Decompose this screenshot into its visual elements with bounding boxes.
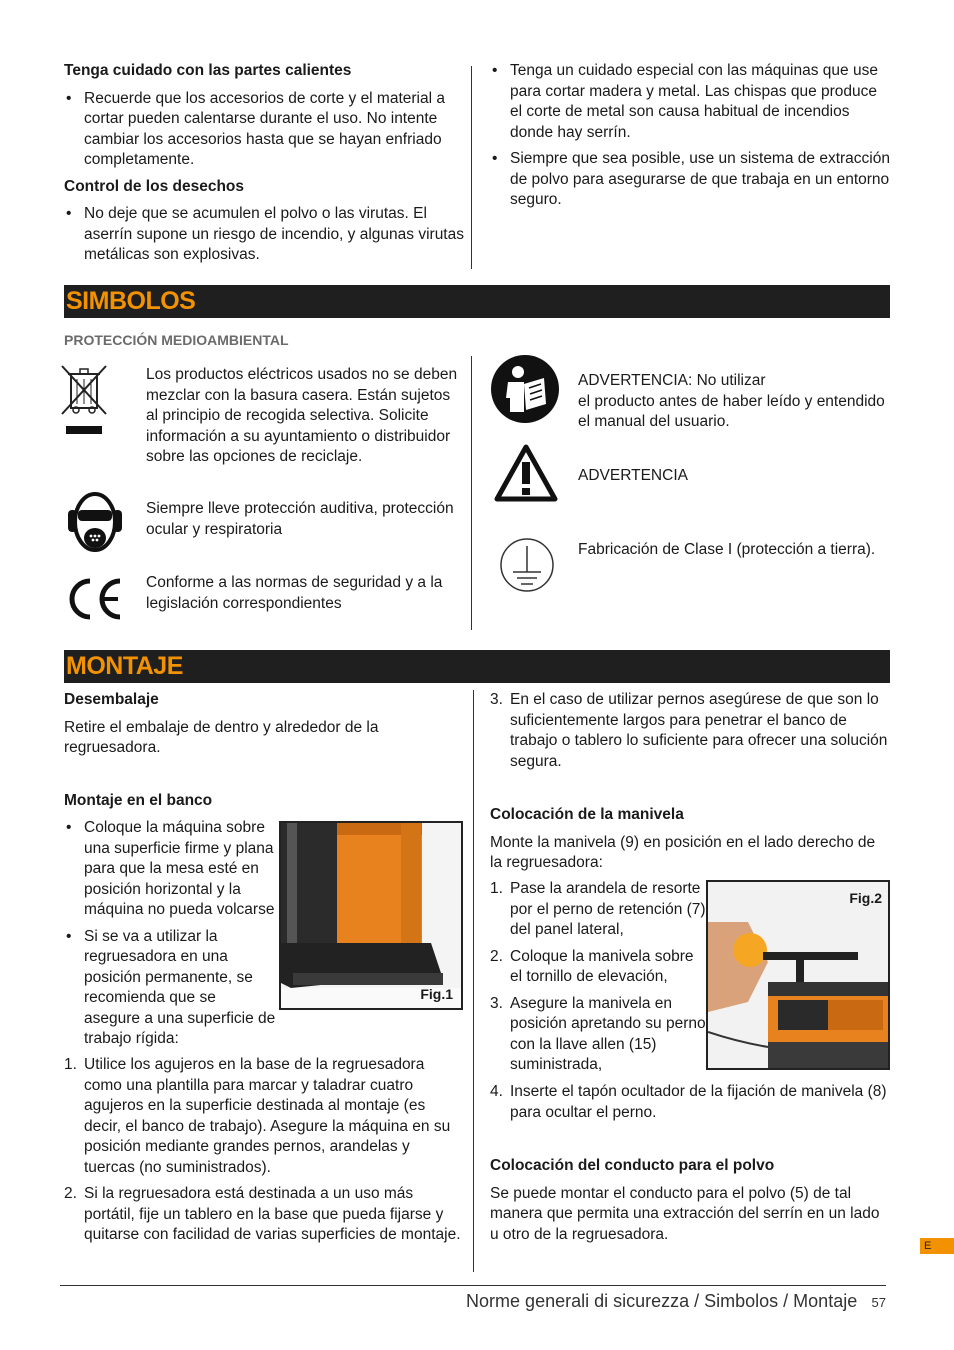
handle-mount-illustration: [708, 882, 888, 1068]
language-tab-label: E: [924, 1240, 932, 1252]
list-item: [490, 994, 706, 1076]
list-item: • Siempre que sea posible, use un sistema de extracción de polvo para asegurarse de que trabaja en un entorno seguro.: [490, 149, 890, 211]
dust-section: [490, 1156, 892, 1245]
footer-rule: [60, 1285, 886, 1286]
list-item: [64, 1184, 464, 1246]
read-manual-icon: [490, 354, 560, 424]
montaje-right-top: [490, 690, 890, 778]
step-number: 2.: [490, 947, 503, 965]
list-item: [490, 690, 890, 772]
subheading-environment: PROTECCIÓN MEDIOAMBIENTAL: [64, 332, 289, 348]
figure-2-label: Fig.2: [849, 890, 882, 906]
heading-handle: Colocación de la manivela: [490, 806, 684, 823]
figure-1-label: Fig.1: [420, 985, 453, 1002]
heading-hot-parts: Tenga cuidado con las partes calientes: [64, 62, 352, 79]
language-tab: [920, 1238, 954, 1254]
heading-dust-duct: Colocación del conducto para el polvo: [490, 1157, 775, 1174]
list-item: [490, 1082, 890, 1123]
list-item: [64, 1055, 464, 1178]
step-number: 3.: [490, 994, 503, 1012]
top-right-column: [490, 61, 890, 217]
hot-parts-list: [64, 89, 464, 171]
manual-warning-text: [578, 371, 890, 433]
earth-ground-icon: [498, 536, 556, 594]
dust-duct-text: Se puede montar el conducto para el polvo (5) de tal manera que permita una extracción del serrín en un lado u otro de la regruesadora.: [490, 1184, 880, 1243]
top-right-list: [490, 61, 890, 211]
waste-control-list: [64, 204, 464, 266]
section-title-montaje: MONTAJE: [66, 652, 183, 680]
heading-waste-control: Control de los desechos: [64, 177, 245, 195]
handle-steps: [490, 879, 706, 1082]
section-title-simbolos: SIMBOLOS: [66, 287, 196, 315]
list-item: • Recuerde que los accesorios de corte y el material a cortar pueden calentarse durante el uso. No intente cambiar los accesorios hasta que se hayan enfriado completamente.: [64, 89, 464, 171]
class1-description: Fabricación de Clase I (protección a tierra).: [578, 541, 876, 558]
manual-warning-line2: el producto antes de haber leído y entendido el manual del usuario.: [578, 392, 885, 430]
list-item: [490, 879, 706, 941]
unpacking-text: Retire el embalaje de dentro y alrededor de la regruesadora.: [64, 718, 379, 756]
bench-mount-bullets: [64, 818, 276, 1056]
warning-description: ADVERTENCIA: [578, 467, 688, 484]
step-number: 1.: [64, 1056, 77, 1073]
step-text: En el caso de utilizar pernos asegúrese de que son lo suficientemente largos para penetrar el banco de trabajo o tablero lo suficiente para ofrecer una solución segura.: [510, 691, 888, 770]
column-divider: [471, 356, 472, 630]
list-item: • Coloque la máquina sobre una superficie firme y plana para que la mesa esté en posición horizontal y la máquina no pueda volcarse: [64, 818, 276, 921]
montaje-left-top: [64, 690, 384, 759]
step-text: Coloque la manivela sobre el tornillo de elevación,: [510, 947, 694, 985]
step-number: 2.: [64, 1185, 77, 1202]
step-text: Pase la arandela de resorte por el perno de retención (7) del panel lateral,: [510, 880, 706, 938]
step-text: Asegure la manivela en posición apretando su perno con la llave allen (15) suministrada,: [510, 994, 706, 1073]
weee-description: Los productos eléctricos usados no se deben mezclar con la basura casera. Están sujetos al principio de recogida selectiva. Solicite información a su ayuntamiento o distribuidor sobre las opciones de reciclaje.: [146, 366, 458, 465]
handle-intro: Monte la manivela (9) en posición en el lado derecho de la regruesadora:: [490, 833, 876, 871]
warning-triangle-icon: [494, 444, 558, 502]
ppe-description: Siempre lleve protección auditiva, protección ocular y respiratoria: [146, 500, 454, 538]
figure-1-image: [279, 821, 463, 1010]
step-text: Inserte el tapón ocultador de la fijación de manivela (8) para ocultar el perno.: [510, 1083, 887, 1121]
handle-step-4: [490, 1082, 890, 1129]
section-band-montaje: [64, 650, 890, 683]
top-left-column: [64, 61, 464, 272]
heading-bench-mount: Montaje en el banco: [64, 792, 213, 809]
planer-base-illustration: [281, 823, 461, 1008]
step-number: 4.: [490, 1083, 503, 1100]
step-number: 3.: [490, 691, 503, 708]
list-item: • No deje que se acumulen el polvo o las virutas. El aserrín supone un riesgo de incendio, y algunas virutas metálicas son explosivas.: [64, 204, 464, 266]
step-text: Utilice los agujeros en la base de la regruesadora como una plantilla para marcar y taladrar cuatro agujeros en la superficie destinada al montaje (es decir, el banco de trabajo). Asegure la máquina en su posición mediante grandes pernos, arandelas y tuercas (no suministrados).: [84, 1056, 451, 1176]
list-item: • Si se va a utilizar la regruesadora en una posición permanente, se recomienda que se asegure a una superficie de trabajo rígida:: [64, 927, 276, 1050]
ce-mark-icon: [64, 575, 124, 623]
ce-description: Conforme a las normas de seguridad y a la legislación correspondientes: [146, 574, 443, 612]
footer: [60, 1289, 886, 1314]
bench-mount-steps: [64, 1055, 464, 1252]
footer-title: Norme generali di sicurezza / Simbolos / Montaje: [466, 1291, 858, 1311]
heading-unpacking: Desembalaje: [64, 691, 159, 708]
list-item: • Tenga un cuidado especial con las máquinas que use para cortar madera y metal. Las chispas que produce el corte de metal son causa habitual de incendios donde hay serrín.: [490, 61, 890, 143]
manual-warning-line1: ADVERTENCIA: No utilizar: [578, 372, 766, 389]
list-item: [490, 947, 706, 988]
handle-section: [490, 805, 890, 874]
page-number: 57: [871, 1295, 886, 1310]
step-number: 1.: [490, 880, 503, 897]
ppe-protection-icon: [66, 490, 124, 554]
weee-bin-icon: [60, 364, 110, 436]
step-text: Si la regruesadora está destinada a un uso más portátil, fije un tablero en la base que pueda fijarse y quitarse con facilidad de varias superficies de montaje.: [84, 1185, 461, 1243]
figure-2-image: [706, 880, 890, 1070]
section-band-simbolos: [64, 285, 890, 318]
column-divider: [473, 690, 474, 1272]
column-divider: [471, 66, 472, 269]
